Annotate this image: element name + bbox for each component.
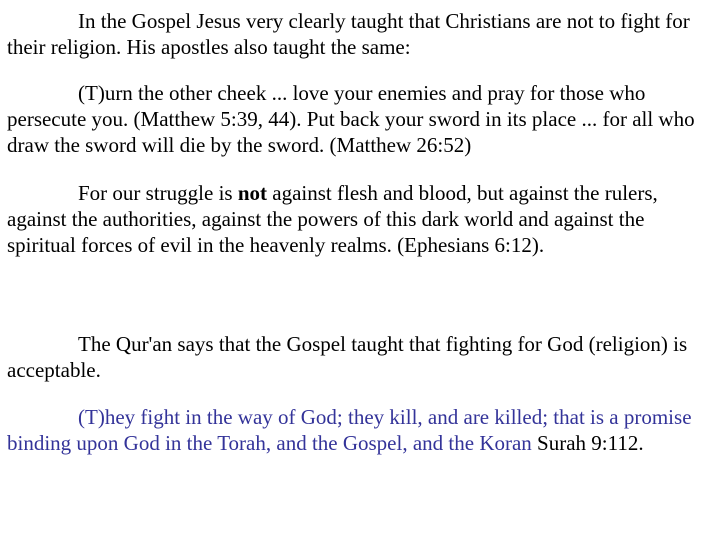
paragraph-matthew-quote: (T)urn the other cheek ... love your enemies and pray for those who persecute you. (Matthew 5:39, 44). Put back your sword in its place ... for all who draw the sword will die by the sword. (Matthew 26:52)	[7, 81, 695, 157]
surah-reference: Surah 9:112.	[537, 431, 644, 455]
paragraph-gospel-teaching: In the Gospel Jesus very clearly taught that Christians are not to fight for their religion. His apostles also taught the same:	[7, 9, 690, 59]
ephesians-text-end: against flesh and blood, but against the rulers, against the authorities, against the powers of this dark world and against the spiritual forces of evil in the heavenly realms. (Ephesians 6:12).	[7, 181, 658, 257]
paragraph-ephesians-quote	[7, 180, 713, 258]
quran-quote-text: (T)hey fight in the way of God; they kill, and are killed; that is a promise binding upon God in the Torah, and the Gospel, and the Koran	[7, 405, 692, 455]
paragraph-quran-claim: The Qur'an says that the Gospel taught that fighting for God (religion) is acceptable.	[7, 332, 688, 382]
ephesians-text-start: For our struggle is	[78, 181, 238, 205]
paragraph-quran-quote	[7, 404, 713, 456]
emphasis-not: not	[237, 181, 268, 205]
